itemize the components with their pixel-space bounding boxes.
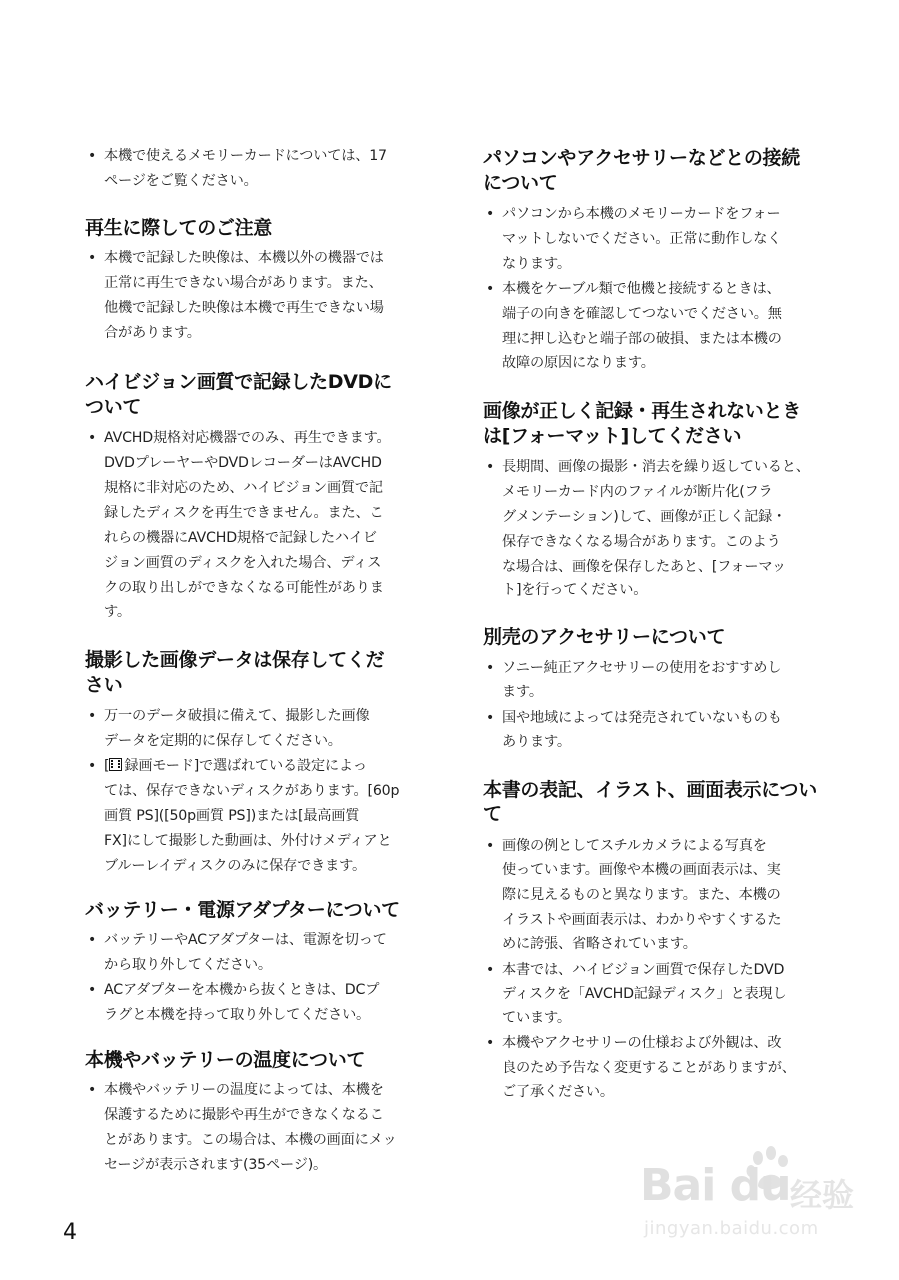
text-line: から取り外してください。 — [104, 957, 272, 973]
section-heading: は[フォーマット]してください — [483, 425, 742, 447]
text-line: 保護するために撮影や再生ができなくなるこ — [104, 1107, 384, 1123]
text-line: な場合は、画像を保存したあと、[フォーマッ — [502, 559, 786, 575]
text-line: 際に見えるものと異なります。また、本機の — [502, 887, 781, 903]
text-line: グメンテーション)して、画像が正しく記録・ — [502, 509, 787, 525]
text-line: 本機やバッテリーの温度によっては、本機を — [104, 1082, 384, 1098]
text-line: バッテリーやACアダプターは、電源を切って — [104, 932, 387, 948]
text-line: ト]を行ってください。 — [502, 582, 648, 598]
section-heading: 本機やバッテリーの温度について — [85, 1049, 366, 1071]
watermark-cn: 经验 — [790, 1176, 855, 1214]
bullet-dot: • — [486, 206, 495, 222]
text-line: あります。 — [502, 734, 571, 750]
section-heading: 撮影した画像データは保存してくだ — [85, 649, 385, 671]
text-line: ディスクを「AVCHD記録ディスク」と表現し — [502, 986, 787, 1002]
section-heading: ハイビジョン画質で記録したDVDに — [85, 371, 392, 393]
text-line: ラグと本機を持って取り外してください。 — [104, 1007, 371, 1023]
bullet-dot: • — [486, 962, 495, 978]
text-line: DVDプレーヤーやDVDレコーダーはAVCHD — [104, 455, 382, 471]
page-number: 4 — [63, 1220, 77, 1245]
bullet-dot: • — [88, 250, 97, 266]
section-heading: パソコンやアクセサリーなどとの接続 — [483, 147, 800, 169]
text-line: 国や地域によっては発売されていないものも — [502, 710, 782, 726]
text-line: ブルーレイディスクのみに保存できます。 — [104, 858, 366, 874]
section-heading: 別売のアクセサリーについて — [483, 626, 726, 648]
bullet-dot: • — [88, 758, 97, 774]
text-line: 録したディスクを再生できません。また、こ — [104, 505, 384, 521]
text-line: FX]にして撮影した動画は、外付けメディアと — [104, 833, 392, 849]
text-line: セージが表示されます(35ページ)。 — [104, 1157, 328, 1173]
text-line: れらの機器にAVCHD規格で記録したハイビ — [104, 530, 377, 546]
bullet-dot: • — [88, 932, 97, 948]
bullet-dot: • — [486, 660, 495, 676]
text-line: マットしないでください。正常に動作しなく — [502, 231, 782, 247]
text-line: す。 — [104, 604, 131, 620]
text-line: 合があります。 — [104, 325, 201, 341]
text-line: ソニー純正アクセサリーの使用をおすすめし — [502, 660, 782, 676]
text-line: 万一のデータ破損に備えて、撮影した画像 — [104, 708, 370, 724]
section-heading: 画像が正しく記録・再生されないとき — [483, 400, 801, 422]
text-line: ページをご覧ください。 — [104, 173, 258, 189]
section-heading: 再生に際してのご注意 — [85, 217, 273, 239]
text-line: ます。 — [502, 684, 543, 700]
bullet-dot: • — [486, 838, 495, 854]
section-heading: 本書の表記、イラスト、画面表示につい — [483, 779, 817, 801]
text-line: 本機で記録した映像は、本機以外の機器では — [104, 250, 384, 266]
section-heading: について — [483, 172, 558, 194]
text-line: 本機で使えるメモリーカードについては、17 — [104, 148, 387, 164]
text-line: パソコンから本機のメモリーカードをフォー — [502, 206, 781, 222]
bullet-dot: • — [486, 710, 495, 726]
text-line: ACアダプターを本機から抜くときは、DCプ — [104, 982, 380, 998]
text-line: 規格に非対応のため、ハイビジョン画質で記 — [104, 480, 383, 496]
bullet-dot: • — [88, 430, 97, 446]
text-line: ジョン画質のディスクを入れた場合、ディス — [104, 555, 382, 571]
text-line: データを定期的に保存してください。 — [104, 733, 342, 749]
bullet-dot: • — [88, 1082, 97, 1098]
text-line: 長期間、画像の撮影・消去を繰り返していると、 — [502, 459, 810, 475]
text-line: 画質 PS]([50p画質 PS])または[最高画質 — [104, 808, 360, 824]
movie-film-icon — [109, 758, 122, 771]
text-line: 本書では、ハイビジョン画質で保存したDVD — [502, 962, 785, 978]
watermark-logo: Bai du — [640, 1160, 791, 1211]
text-line: 他機で記録した映像は本機で再生できない場 — [104, 300, 384, 316]
text-line: 本機をケーブル類で他機と接続するときは、 — [502, 281, 781, 297]
text-line: クの取り出しができなくなる可能性がありま — [104, 580, 384, 596]
section-heading: さい — [85, 674, 123, 696]
text-line: なります。 — [502, 256, 571, 272]
section-heading: バッテリー・電源アダプターについて — [85, 899, 400, 921]
text-line: 本機やアクセサリーの仕様および外観は、改 — [502, 1035, 782, 1051]
text-line: イラストや画面表示は、わかりやすくするた — [502, 912, 782, 928]
text-line: 端子の向きを確認してつないでください。無 — [502, 306, 782, 322]
text-line: 正常に再生できない場合があります。また、 — [104, 275, 383, 291]
text-line — [104, 754, 367, 779]
bracket-open: [ — [104, 758, 110, 774]
section-heading: て — [483, 803, 502, 825]
text-line: 使っています。画像や本機の画面表示は、実 — [502, 862, 781, 878]
text-line: ては、保存できないディスクがあります。[60p — [104, 783, 400, 799]
text-line: 画像の例としてスチルカメラによる写真を — [502, 838, 767, 854]
bullet-dot: • — [88, 148, 97, 164]
text-line: とがあります。この場合は、本機の画面にメッ — [104, 1132, 397, 1148]
text-line: 保存できなくなる場合があります。このよう — [502, 534, 781, 550]
text-line: ています。 — [502, 1010, 571, 1026]
bullet-dot: • — [486, 281, 495, 297]
text-line: ご了承ください。 — [502, 1084, 614, 1100]
bullet-dot: • — [486, 459, 495, 475]
text-line: めに誇張、省略されています。 — [502, 936, 697, 952]
text-line: 理に押し込むと端子部の破損、または本機の — [502, 331, 782, 347]
bullet-dot: • — [88, 708, 97, 724]
text-line: 故障の原因になります。 — [502, 355, 655, 371]
section-heading: ついて — [85, 396, 142, 418]
bullet-dot: • — [88, 982, 97, 998]
text-line: 良のため予告なく変更することがありますが、 — [502, 1060, 796, 1076]
watermark-url: jingyan.baidu.com — [644, 1218, 819, 1239]
baidu-watermark — [640, 1140, 860, 1250]
bullet-dot: • — [486, 1035, 495, 1051]
text-line: メモリーカード内のファイルが断片化(フラ — [502, 484, 773, 500]
text-line: AVCHD規格対応機器でのみ、再生できます。 — [104, 430, 391, 446]
text-fragment: 録画モード]で選ばれている設定によっ — [124, 758, 367, 774]
